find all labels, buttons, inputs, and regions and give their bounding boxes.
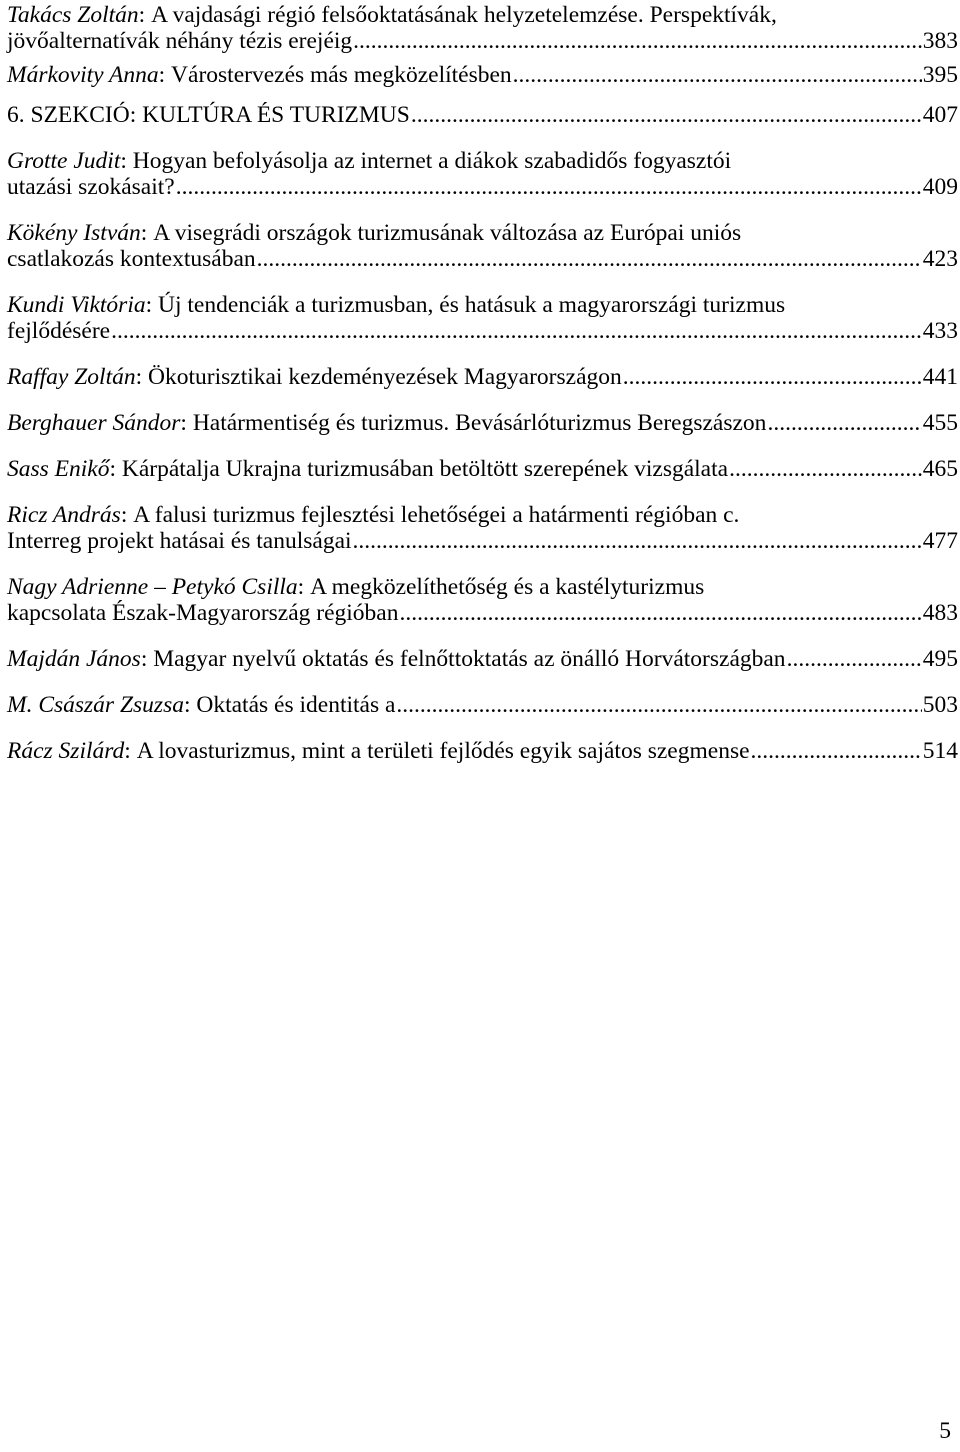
toc-page-number: 503 xyxy=(922,692,958,718)
toc-author: Majdán János xyxy=(7,646,141,672)
toc-title-line: Határmentiség és turizmus. Bevásárlóturizmus Beregszászon xyxy=(192,410,767,436)
toc-entry[interactable]: M. Császár Zsuzsa : Oktatás és identitás a ..... 503 xyxy=(7,692,960,718)
dot-leader xyxy=(353,28,922,54)
toc-title-line: A megközelíthetőség és a kastélyturizmus xyxy=(310,574,705,600)
dot-leader xyxy=(411,102,922,128)
toc-section-title: 6. SZEKCIÓ: KULTÚRA ÉS TURIZMUS xyxy=(7,102,410,128)
toc-section-entry[interactable] xyxy=(7,102,960,128)
dot-leader xyxy=(353,528,922,554)
toc-title-line: Oktatás és identitás a xyxy=(196,692,396,718)
toc-author: Berghauer Sándor xyxy=(7,410,181,436)
toc-page-number: 383 xyxy=(922,28,958,54)
toc-author: Márkovity Anna xyxy=(7,62,159,88)
toc-title-line: Ökoturisztikai kezdeményezések Magyarországon xyxy=(148,364,622,390)
toc-page-number: 407 xyxy=(922,102,958,128)
dot-leader xyxy=(787,646,922,672)
toc-entry[interactable]: Rácz Szilárd : A lovasturizmus, mint a területi fejlődés egyik sajátos szegmense ..... 514 xyxy=(7,738,960,764)
table-of-contents xyxy=(7,0,960,764)
toc-page-number: 395 xyxy=(922,62,958,88)
dot-leader xyxy=(111,318,922,344)
toc-entry[interactable]: Nagy Adrienne – Petykó Csilla : A megközelíthetőség és a kastélyturizmus kapcsolata Észak-Magyarország régióban ..... 483 xyxy=(7,574,960,626)
toc-title-line: csatlakozás kontextusában xyxy=(7,246,256,272)
toc-title-line: fejlődésére xyxy=(7,318,111,344)
dot-leader xyxy=(729,456,922,482)
toc-entry[interactable]: Raffay Zoltán : Ökoturisztikai kezdeményezések Magyarországon ..... 441 xyxy=(7,364,960,390)
toc-author: Kökény István xyxy=(7,220,141,246)
toc-title-line: Új tendenciák a turizmusban, és hatásuk a magyarországi turizmus xyxy=(158,292,786,318)
dot-leader xyxy=(751,738,922,764)
toc-author: Nagy Adrienne – Petykó Csilla xyxy=(7,574,298,600)
toc-title-line: jövőalternatívák néhány tézis erejéig xyxy=(7,28,353,54)
toc-title-line: Várostervezés más megközelítésben xyxy=(171,62,512,88)
toc-title-line: A vajdasági régió felsőoktatásának helyzetelemzése. Perspektívák, xyxy=(151,2,777,28)
toc-entry[interactable]: Kökény István : A visegrádi országok turizmusának változása az Európai uniós csatlakozás kontextusában ..... 423 xyxy=(7,220,960,272)
toc-page-number: 441 xyxy=(922,364,958,390)
toc-page-number: 409 xyxy=(922,174,958,200)
dot-leader xyxy=(396,692,921,718)
toc-author: Ricz András xyxy=(7,502,121,528)
toc-page-number: 483 xyxy=(922,600,958,626)
toc-page-number: 514 xyxy=(922,738,958,764)
toc-page-number: 495 xyxy=(922,646,958,672)
toc-title-line: Kárpátalja Ukrajna turizmusában betöltött szerepének vizsgálata xyxy=(121,456,729,482)
dot-leader xyxy=(400,600,922,626)
toc-title-line: utazási szokásait? xyxy=(7,174,175,200)
toc-entry[interactable]: Kundi Viktória : Új tendenciák a turizmusban, és hatásuk a magyarországi turizmus fejlődésére ..... 433 xyxy=(7,292,960,344)
toc-entry[interactable]: Berghauer Sándor : Határmentiség és turizmus. Bevásárlóturizmus Beregszászon ..... 455 xyxy=(7,410,960,436)
toc-title-line: A visegrádi országok turizmusának változása az Európai uniós xyxy=(153,220,742,246)
toc-title-line: kapcsolata Észak-Magyarország régióban xyxy=(7,600,399,626)
toc-page-number: 465 xyxy=(922,456,958,482)
toc-entry[interactable]: Ricz András : A falusi turizmus fejlesztési lehetőségei a határmenti régióban c. Interreg projekt hatásai és tanulságai ..... 477 xyxy=(7,502,960,554)
toc-author: Sass Enikő xyxy=(7,456,110,482)
toc-author: Takács Zoltán xyxy=(7,2,139,28)
dot-leader xyxy=(257,246,922,272)
toc-author: Raffay Zoltán xyxy=(7,364,136,390)
toc-title-line: Magyar nyelvű oktatás és felnőttoktatás az önálló Horvátországban xyxy=(153,646,786,672)
toc-page-number: 477 xyxy=(922,528,958,554)
toc-page-number: 423 xyxy=(922,246,958,272)
toc-entry[interactable]: Sass Enikő : Kárpátalja Ukrajna turizmusában betöltött szerepének vizsgálata ..... 465 xyxy=(7,456,960,482)
toc-page-number: 455 xyxy=(922,410,958,436)
page-number: 5 xyxy=(939,1418,951,1444)
toc-title-line: A lovasturizmus, mint a területi fejlődés egyik sajátos szegmense xyxy=(136,738,750,764)
toc-author: M. Császár Zsuzsa xyxy=(7,692,184,718)
toc-entry[interactable]: Grotte Judit : Hogyan befolyásolja az internet a diákok szabadidős fogyasztói utazási szokásait? ..... 409 xyxy=(7,148,960,200)
toc-author: Rácz Szilárd xyxy=(7,738,125,764)
toc-author: Grotte Judit xyxy=(7,148,121,174)
toc-title-line: A falusi turizmus fejlesztési lehetőségei a határmenti régióban c. xyxy=(133,502,740,528)
toc-title-line: Hogyan befolyásolja az internet a diákok szabadidős fogyasztói xyxy=(132,148,732,174)
toc-entry[interactable]: Márkovity Anna : Várostervezés más megközelítésben ..... 395 xyxy=(7,62,960,88)
toc-entry[interactable]: Takács Zoltán : A vajdasági régió felsőoktatásának helyzetelemzése. Perspektívák, jövőalternatívák néhány tézis erejéig ..... 383 xyxy=(7,2,960,54)
toc-entry[interactable]: Majdán János : Magyar nyelvű oktatás és felnőttoktatás az önálló Horvátországban ..... 495 xyxy=(7,646,960,672)
toc-author: Kundi Viktória xyxy=(7,292,146,318)
dot-leader xyxy=(176,174,922,200)
toc-title-line: Interreg projekt hatásai és tanulságai xyxy=(7,528,352,554)
dot-leader xyxy=(767,410,921,436)
dot-leader xyxy=(513,62,922,88)
dot-leader xyxy=(623,364,922,390)
toc-page-number: 433 xyxy=(922,318,958,344)
